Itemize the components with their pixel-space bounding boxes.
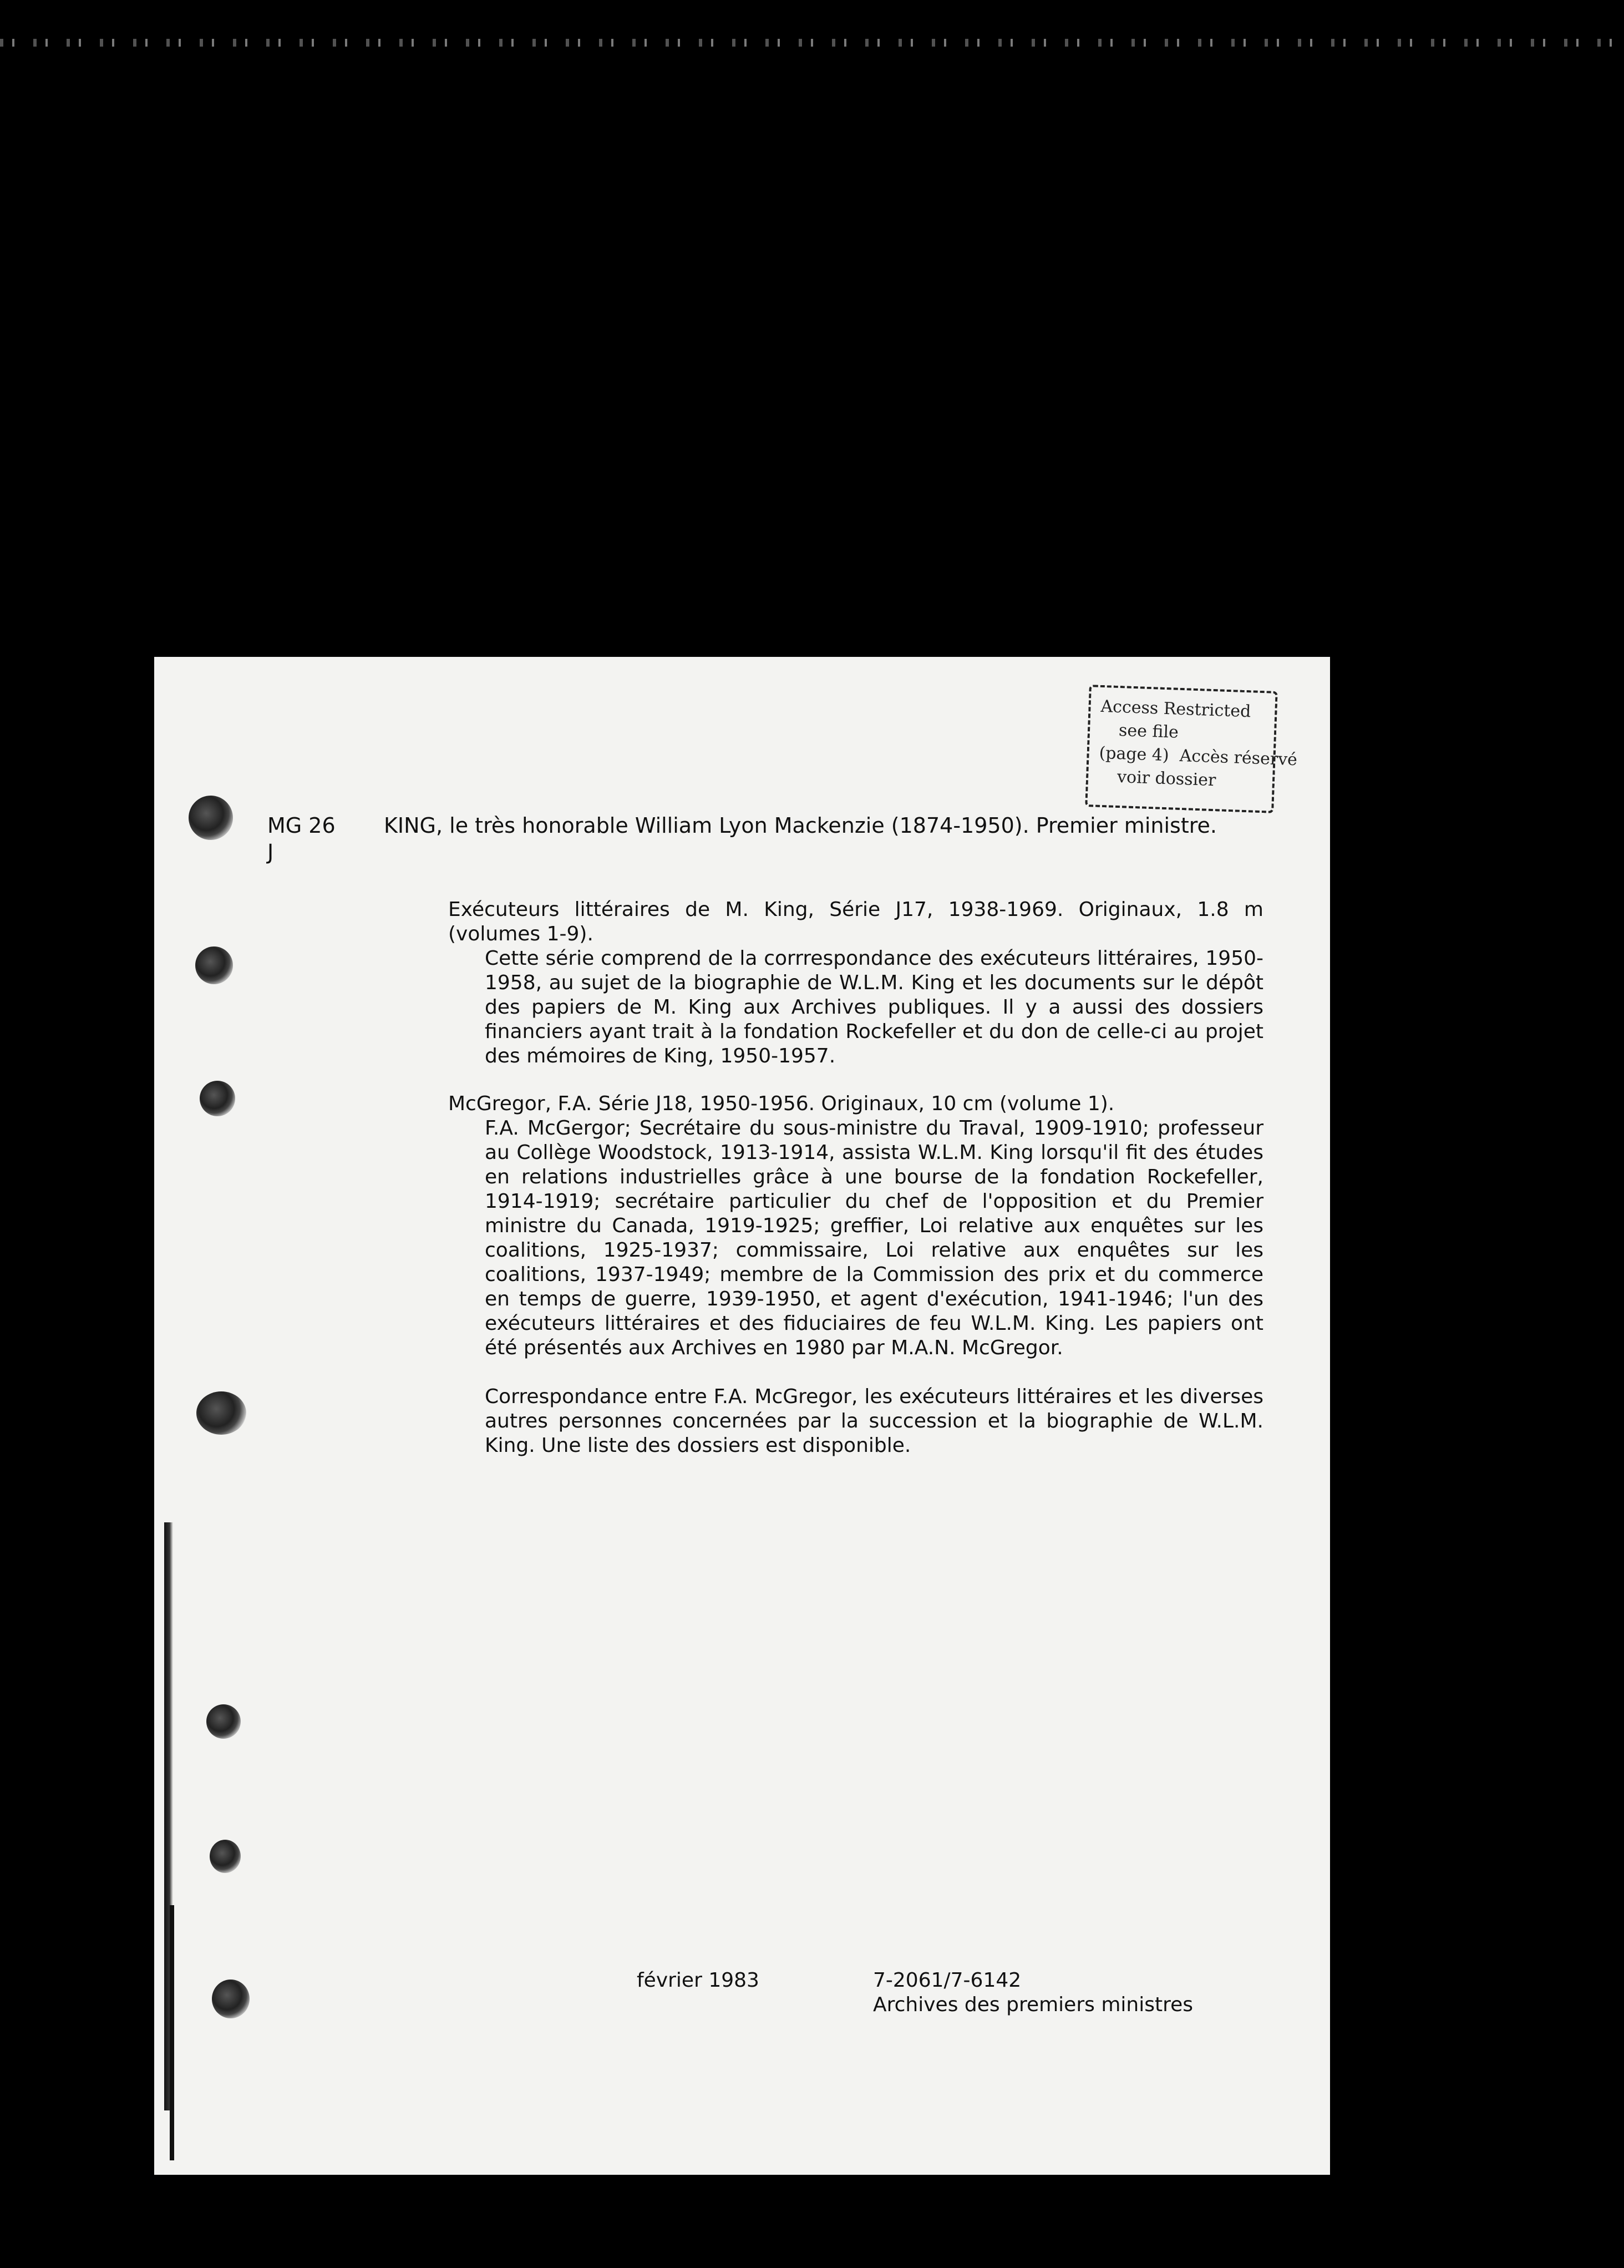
- mg-number: MG 26: [267, 813, 336, 838]
- mg-series: J: [267, 840, 274, 864]
- document-body: [448, 898, 1263, 1481]
- punch-hole-2: [195, 946, 233, 984]
- series-entry-j18: [448, 1092, 1263, 1458]
- punch-hole-6: [210, 1840, 241, 1873]
- issuing-office: Archives des premiers ministres: [873, 1993, 1194, 2016]
- punch-hole-3: [200, 1081, 235, 1116]
- stamp-line-1: Access Restricted: [1100, 696, 1251, 722]
- scan-noise-strip: [0, 39, 1624, 47]
- punch-hole-5: [206, 1704, 241, 1739]
- manuscript-group-code: [267, 812, 336, 865]
- page-edge-shadow-dark: [170, 1905, 174, 2160]
- series-heading-j18: McGregor, F.A. Série J18, 1950-1956. Originaux, 10 cm (volume 1).: [448, 1092, 1115, 1115]
- access-restricted-stamp: [1085, 685, 1298, 813]
- series-description-j17: Cette série comprend de la corrrespondance des exécuteurs littéraires, 1950-1958, au sujet de la biographie de W.L.M. King et les documents sur le dépôt des papiers de M. King aux Archives publiques. Il y a aussi des dossiers financiers ayant trait à la fondation Rockefeller et du don de celle-ci au projet des mémoires de King, 1950-1957.: [485, 947, 1263, 1067]
- series-description-j18: F.A. McGergor; Secrétaire du sous-ministre du Traval, 1909-1910; professeur au Collège Woodstock, 1913-1914, assista W.L.M. King lorsqu'il fit des études en relations industrielles grâce à une bourse de la fondation Rockefeller, 1914-1919; secrétaire particulier du chef de l'opposition et du Premier ministre du Canada, 1919-1925; greffier, Loi relative aux enquêtes sur les coalitions, 1925-1937; commissaire, Loi relative aux enquêtes sur les coalitions, 1937-1949; membre de la Commission des prix et du commerce en temps de guerre, 1939-1950, et agent d'exécution, 1941-1946; l'un des exécuteurs littéraires et des fiduciaires de feu W.L.M. King. Les papiers ont été présentés aux Archives en 1980 par M.A.N. McGregor.: [485, 1117, 1263, 1359]
- stamp-line-5: voir dossier: [1116, 767, 1216, 791]
- stamp-line-2: see file: [1118, 721, 1179, 742]
- punch-hole-1: [189, 796, 233, 840]
- document-date: février 1983: [637, 1969, 759, 1992]
- series-heading-j17: Exécuteurs littéraires de M. King, Série J17, 1938-1969. Originaux, 1.8 m (volumes 1-9).: [448, 898, 1263, 945]
- series-description-j18-contents: Correspondance entre F.A. McGregor, les exécuteurs littéraires et les diverses autres personnes concernées par la succession et la biographie de W.L.M. King. Une liste des dossiers est disponible.: [485, 1385, 1263, 1457]
- document-page: [154, 657, 1330, 2175]
- reference-number: 7-2061/7-6142: [873, 1969, 1022, 1992]
- punch-hole-7: [212, 1980, 250, 2018]
- punch-hole-4: [196, 1391, 246, 1435]
- series-entry-j17: [448, 898, 1263, 1069]
- stamp-page-ref: (page 4): [1099, 743, 1170, 766]
- document-reference: [873, 1968, 1193, 2017]
- stamp-line-4: Accès réservé: [1179, 746, 1298, 770]
- fonds-title: KING, le très honorable William Lyon Mackenzie (1874-1950). Premier ministre.: [384, 813, 1217, 838]
